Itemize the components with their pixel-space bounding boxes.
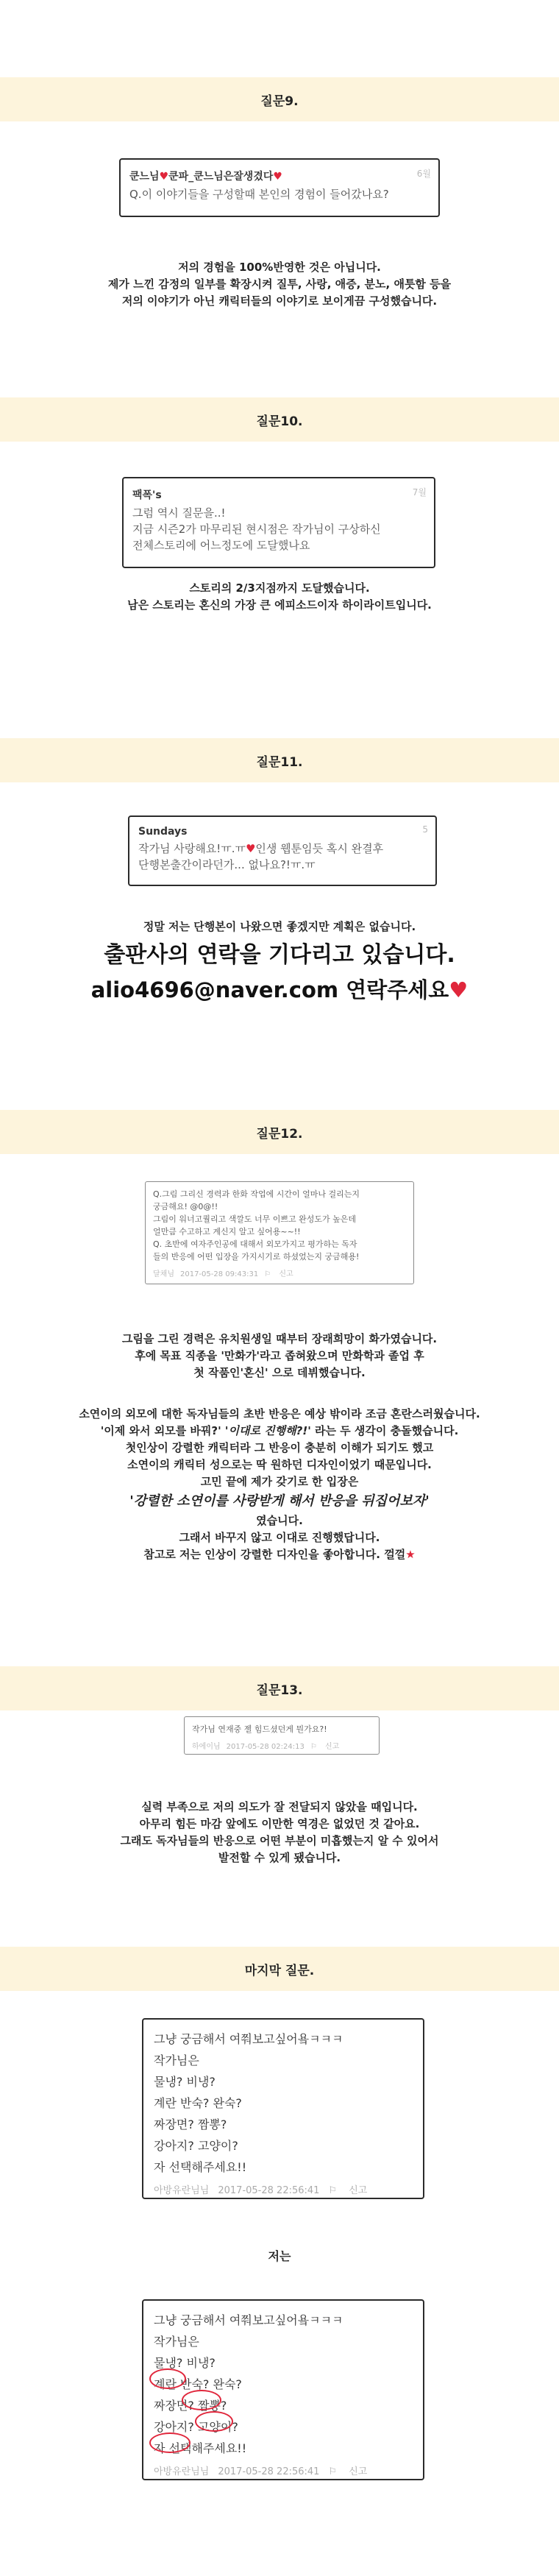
heart-icon: ♥ bbox=[449, 977, 469, 1002]
comment-footer: 달채님 2017-05-28 09:43:31 ⚐ 신고 bbox=[153, 1267, 406, 1278]
selection-circle-bansuk bbox=[182, 2390, 221, 2410]
comment-date: 6월 bbox=[416, 169, 431, 179]
commenter-nickname: Sundays bbox=[138, 826, 188, 838]
question-13-answer: 실력 부족으로 저의 의도가 잘 전달되지 않았을 때입니다. 아무리 힘든 마감 앞에도 이만한 역경은 없었던 것 같아요. 그래도 독자님들의 반응으로 어떤 부분이 미흡했는지 알 수 있어서 발전할 수 있게 됐습니다. bbox=[120, 1800, 439, 1864]
answered-comment-card: 그냥 궁금해서 여쭤보고싶어욬ㅋㅋㅋ 작가님은 물냉? 비냉? 계란 반숙? 완숙? 짜장면? 짬뽕? 강아지? 고양이? 자 선택해주세요!! 아방유란님님 2017-05-28 22:56:41 ⚐ 신고 bbox=[142, 2299, 424, 2480]
comment-line: 작가님 사랑해요!ㅠ.ㅠ♥인생 웹툰임듯 혹시 완결후 bbox=[138, 842, 384, 855]
last-question-comment-card: 그냥 궁금해서 여쭤보고싶어욬ㅋㅋㅋ 작가님은 물냉? 비냉? 계란 반숙? 완숙? 짜장면? 짬뽕? 강아지? 고양이? 자 선택해주세요!! 아방유란님님 2017-05-28 22:56:41 ⚐ 신고 bbox=[142, 2018, 424, 2199]
commenter-nickname: 팩폭's bbox=[132, 489, 162, 501]
contact-email-line: alio4696@naver.com 연락주세요♥ bbox=[90, 977, 469, 1002]
question-11-title: 질문11. bbox=[256, 754, 303, 770]
bell-icon: ⚐ bbox=[328, 2185, 338, 2196]
question-10-header bbox=[0, 397, 559, 442]
question-12-title: 질문12. bbox=[256, 1126, 303, 1142]
selection-circle-gangaji bbox=[149, 2432, 191, 2453]
comment-line: 지금 시즌2가 마무리된 현시점은 작가님이 구상하신 bbox=[132, 523, 381, 536]
publisher-notice: 출판사의 연락을 기다리고 있습니다. bbox=[104, 942, 455, 968]
question-10-comment-card bbox=[122, 477, 435, 568]
question-9-comment-card bbox=[119, 158, 440, 217]
selection-circle-mulnaeng bbox=[149, 2368, 186, 2389]
last-question-header bbox=[0, 1947, 559, 1991]
comment-footer: 아방유란님님 2017-05-28 22:56:41 ⚐ 신고 bbox=[154, 2182, 413, 2196]
question-13-header bbox=[0, 1666, 559, 1710]
question-12-comment-card: Q.그림 그리신 경력과 한화 작업에 시간이 얼마나 걸리는지 궁금해요! @0@!! 그림이 워너고퀄리고 색깔도 너무 이쁘고 완성도가 높은데 얼만큼 수고하고 계신지 알고 싶어용~~!! Q. 초반에 여자주인공에 대해서 외모가지고 평가하는 독자 들의 반응에 어떤 입장을 가지시기로 하셨었는지 궁금해용! 달채님 2017-05-28 09:43:31 ⚐ 신고 bbox=[145, 1181, 414, 1284]
question-9-header bbox=[0, 77, 559, 121]
comment-date: 5 bbox=[422, 824, 428, 835]
comment-footer: 아방유란님님 2017-05-28 22:56:41 ⚐ 신고 bbox=[154, 2463, 413, 2477]
answer-intro: 저는 bbox=[268, 2249, 291, 2263]
report-link[interactable]: ⚐ 신고 bbox=[264, 1270, 293, 1278]
heart-icon: ♥ bbox=[273, 171, 282, 183]
question-12-answer-2: 소연이의 외모에 대한 독자님들의 초반 반응은 예상 밖이라 조금 혼란스러웠습니다. '이제 와서 외모를 바꿔?' '이대로 진행해?!' 라는 두 생각이 충돌했습니다. 첫인상이 강렬한 캐릭터라 그 반응이 충분히 이해가 되기도 했고 소연이의 캐릭터 성으로는 딱 원하던 디자인이었기 때문입니다. 고민 끝에 제가 갖기로 한 입장은 '강렬한 소연이를 사랑받게 해서 반응을 뒤집어보자' 였습니다. 그래서 바꾸지 않고 이대로 진행했답니다. 참고로 저는 인상이 강렬한 디자인을 좋아합니다. 껄껄★ bbox=[79, 1407, 480, 1561]
report-link[interactable]: ⚐ 신고 bbox=[328, 2185, 368, 2196]
comment-question: Q.이 이야기들을 구성할때 본인의 경험이 들어갔나요? bbox=[129, 188, 389, 201]
question-12-answer-1: 그림을 그린 경력은 유치원생일 때부터 장래희망이 화가였습니다. 후에 목표 직종을 '만화가'라고 좁혀왔으며 만화학과 졸업 후 첫 작품인'혼신' 으로 데뷔했습니다. bbox=[121, 1332, 438, 1379]
question-10-answer: 스토리의 2/3지점까지 도달했습니다. 남은 스토리는 혼신의 가장 큰 에피소드이자 하이라이트입니다. bbox=[127, 581, 432, 612]
heart-icon: ♥ bbox=[245, 842, 256, 855]
report-link[interactable]: ⚐ 신고 bbox=[328, 2466, 368, 2477]
question-11-answer: 정말 저는 단행본이 나왔으면 좋겠지만 계획은 없습니다. bbox=[143, 920, 416, 933]
question-12-header bbox=[0, 1110, 559, 1154]
selection-circle-jjamppong bbox=[195, 2411, 233, 2432]
bell-icon: ⚐ bbox=[310, 1743, 317, 1751]
comment-date: 7월 bbox=[412, 487, 427, 498]
question-13-title: 질문13. bbox=[256, 1682, 303, 1698]
question-9-title: 질문9. bbox=[260, 93, 299, 109]
last-question-title: 마지막 질문. bbox=[244, 1963, 315, 1978]
comment-footer: 하에이님 2017-05-28 02:24:13 ⚐ 신고 bbox=[192, 1740, 371, 1751]
comment-line: 그럼 역시 질문을..! bbox=[132, 506, 226, 520]
heart-icon: ♥ bbox=[159, 171, 169, 183]
comment-line: 전체스토리에 어느정도에 도달했나요 bbox=[132, 539, 310, 552]
question-9-answer: 저의 경험을 100%반영한 것은 아닙니다. 제가 느낀 감정의 일부를 확장시켜 질투, 사랑, 애증, 분노, 애틋함 등을 저의 이야기가 아닌 캐릭터들의 이야기로 보이게끔 구성했습니다. bbox=[107, 261, 452, 308]
question-11-header bbox=[0, 738, 559, 782]
question-10-title: 질문10. bbox=[256, 414, 303, 429]
bell-icon: ⚐ bbox=[264, 1270, 271, 1278]
question-13-comment-card: 작가님 연재중 젤 힘드셨던게 뭔가요?! 하에이님 2017-05-28 02:24:13 ⚐ 신고 bbox=[184, 1716, 380, 1755]
bell-icon: ⚐ bbox=[328, 2466, 338, 2477]
report-link[interactable]: ⚐ 신고 bbox=[310, 1743, 340, 1751]
question-11-comment-card bbox=[128, 815, 437, 886]
star-icon: ★ bbox=[405, 1548, 416, 1561]
comment-line: 단행본출간이라던가... 없나요?!ㅠ.ㅠ bbox=[138, 858, 316, 871]
commenter-nickname: 쿤느님♥쿤파_쿤느님은잘생겼다♥ bbox=[129, 171, 282, 183]
